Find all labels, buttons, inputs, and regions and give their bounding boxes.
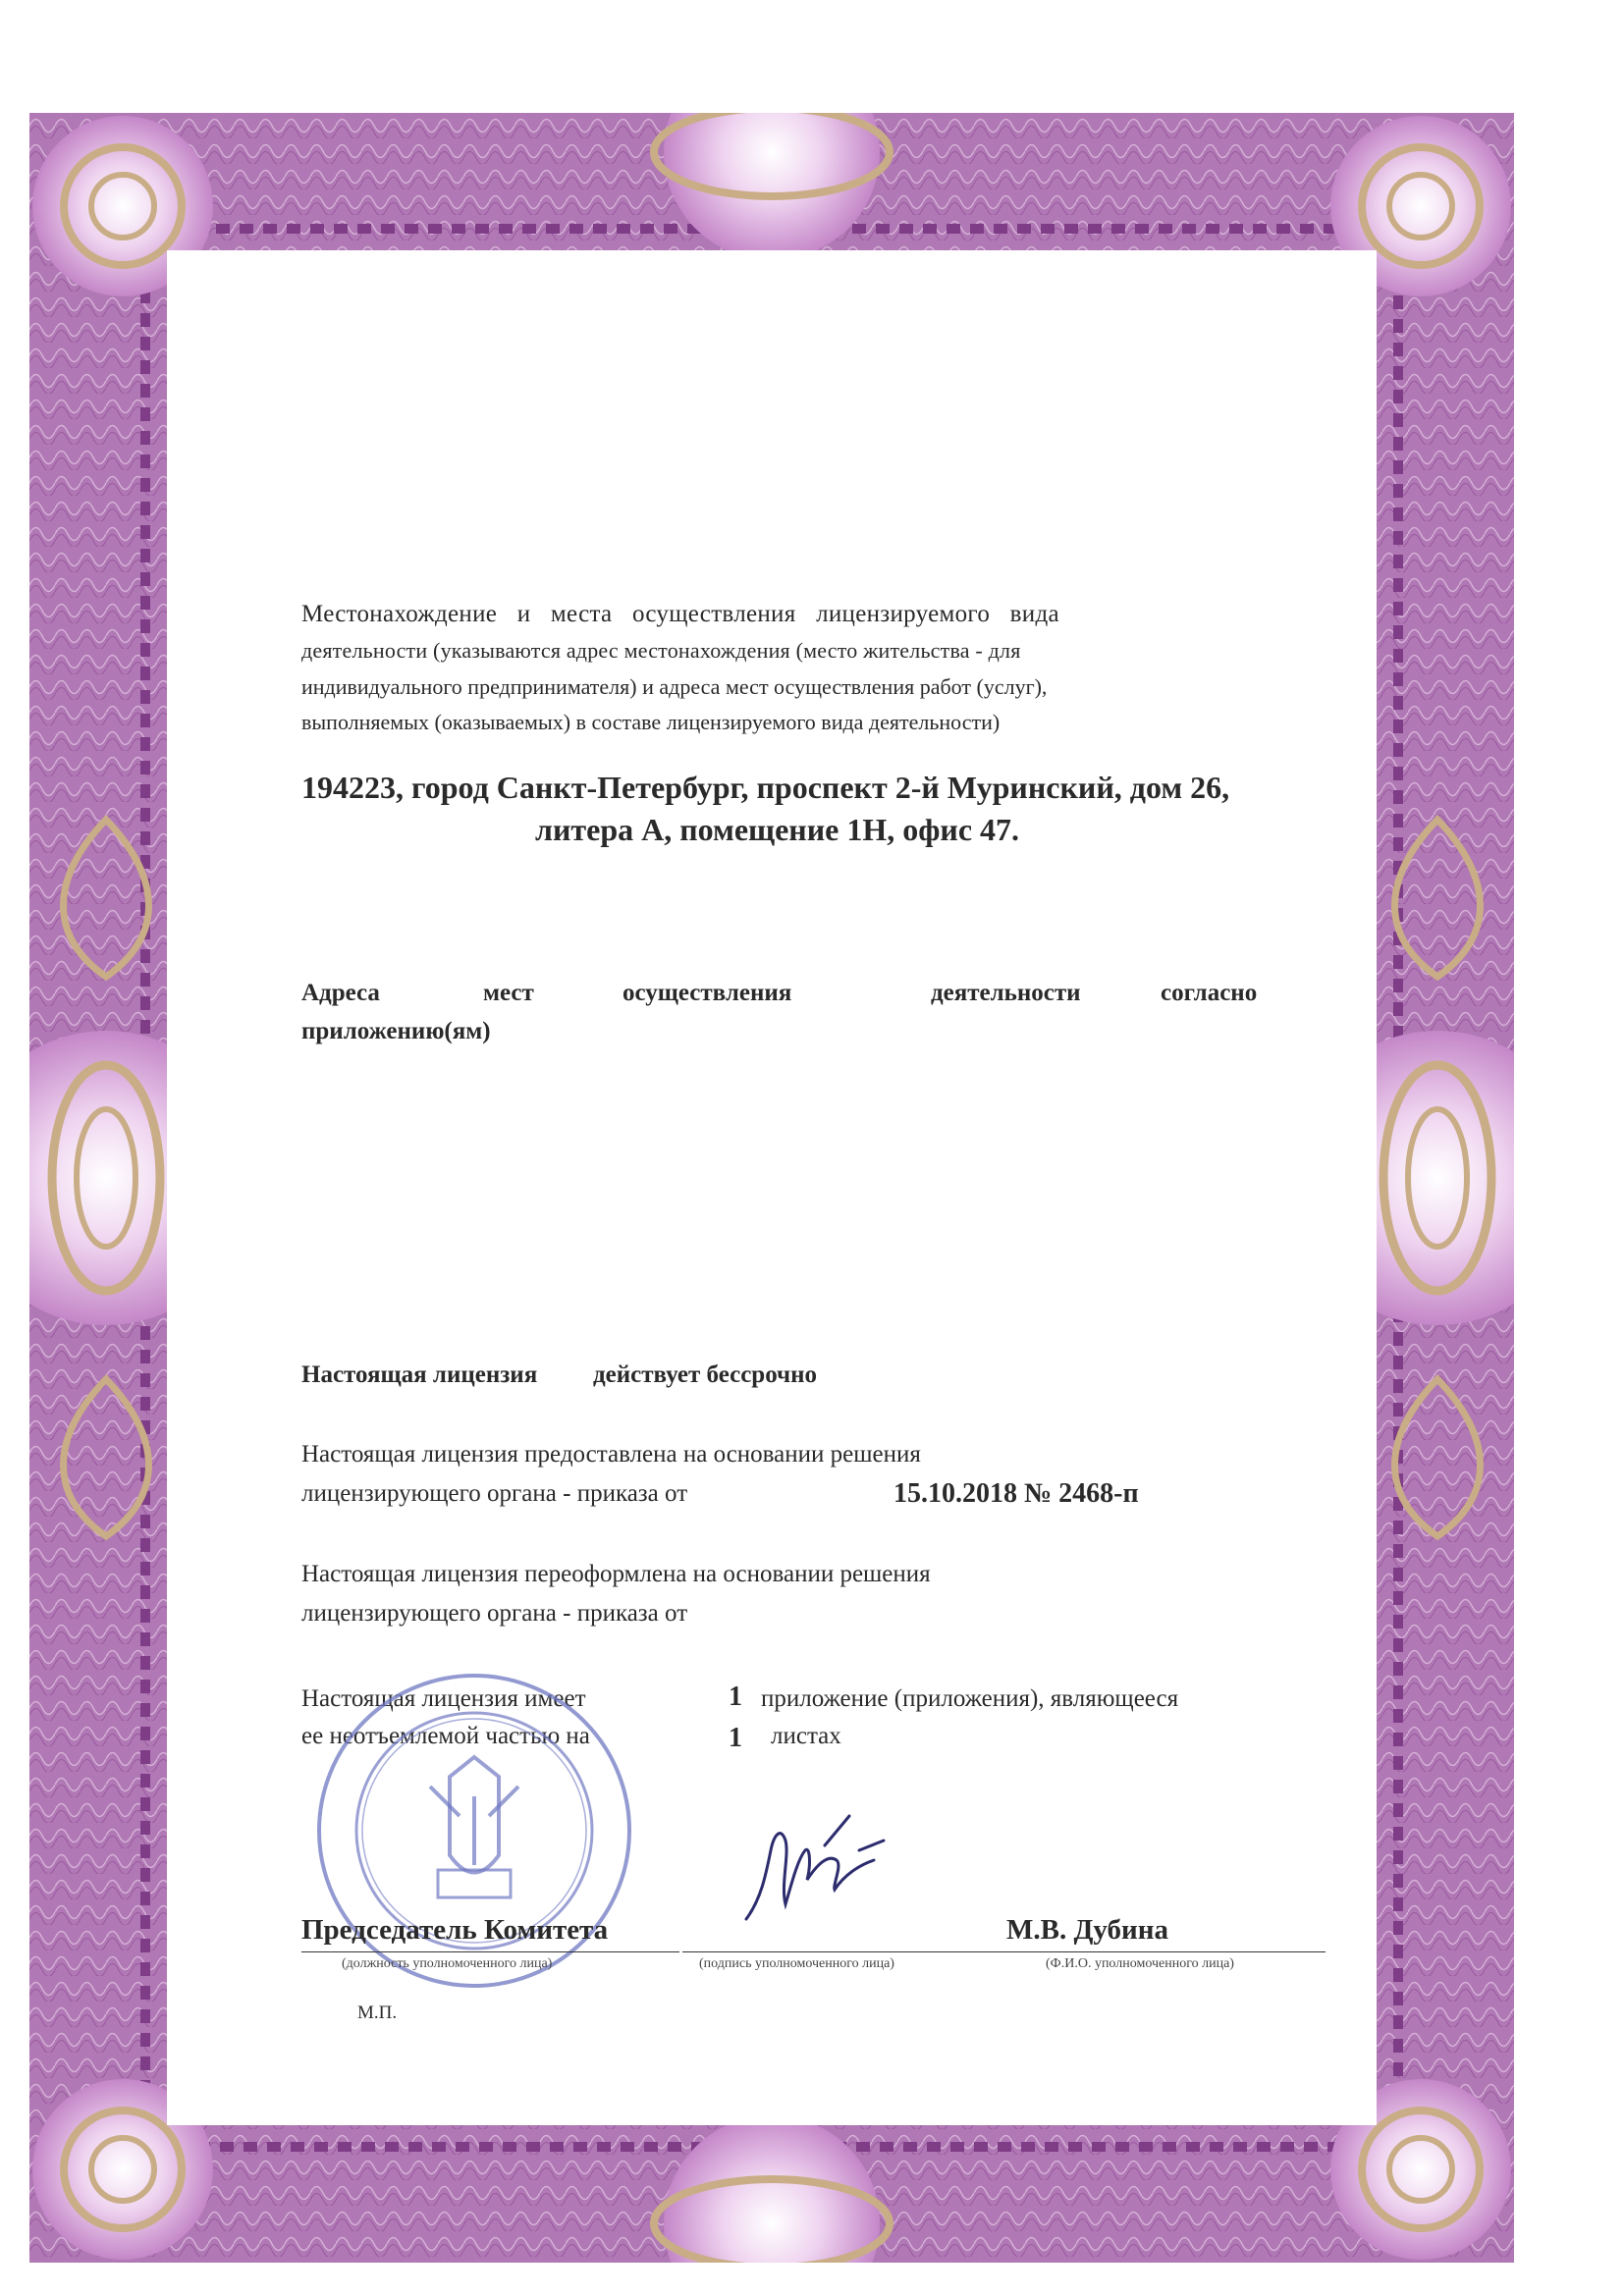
attachments-line-1-suffix: приложение (приложения), являющееся — [761, 1685, 1179, 1712]
granted-line-2: лицензирующего органа - приказа от — [301, 1480, 688, 1507]
location-heading-line-3: индивидуального предпринимателя) и адреса мест осуществления работ (услуг), — [301, 674, 1048, 699]
activity-addresses-word-5: согласно — [1161, 980, 1258, 1006]
validity-value: действует бессрочно — [593, 1362, 818, 1388]
location-heading-line-2: деятельности (указываются адрес местонахождения (место жительства - для — [301, 638, 1021, 663]
activity-addresses-word-4: деятельности — [931, 980, 1081, 1006]
attachments-line-2-suffix: листах — [771, 1723, 841, 1749]
activity-addresses-line-2: приложению(ям) — [301, 1018, 491, 1044]
location-heading-line-4: выполняемых (оказываемых) в составе лицензируемого вида деятельности) — [301, 710, 1001, 734]
signer-position: Председатель Комитета — [301, 1914, 609, 1946]
activity-addresses-word-2: мест — [483, 980, 534, 1006]
signature-icon — [727, 1806, 903, 1934]
address-line-1: 194223, город Санкт-Петербург, проспект 2-й Муринский, дом 26, — [301, 770, 1230, 805]
name-underline — [1001, 1951, 1326, 1952]
activity-addresses-word-3: осуществления — [623, 980, 792, 1006]
validity-label: Настоящая лицензия — [301, 1362, 538, 1388]
signer-name: М.В. Дубина — [1006, 1914, 1168, 1946]
reissued-line-1: Настоящая лицензия переоформлена на основании решения — [301, 1561, 931, 1587]
signature-caption: (подпись уполномоченного лица) — [699, 1956, 894, 1971]
attachments-line-1-prefix: Настоящая лицензия имеет — [301, 1685, 586, 1712]
sheet-count: 1 — [729, 1723, 742, 1753]
granted-order-number: 15.10.2018 № 2468-п — [893, 1478, 1139, 1509]
position-caption: (должность уполномоченного лица) — [342, 1956, 553, 1971]
decorative-frame — [29, 113, 1514, 2263]
granted-line-1: Настоящая лицензия предоставлена на основании решения — [301, 1441, 921, 1468]
activity-addresses-word-1: Адреса — [301, 980, 380, 1006]
reissued-line-2: лицензирующего органа - приказа от — [301, 1600, 688, 1627]
address-line-2: литера А, помещение 1Н, офис 47. — [535, 812, 1020, 847]
name-caption: (Ф.И.О. уполномоченного лица) — [1046, 1956, 1234, 1971]
seal-place-label: М.П. — [357, 2002, 398, 2023]
attachments-line-2-prefix: ее неотъемлемой частью на — [301, 1723, 590, 1749]
position-underline — [301, 1951, 679, 1952]
signature-underline — [682, 1951, 1006, 1952]
location-heading-line-1: Местонахождение и места осуществления лицензируемого вида — [301, 601, 1059, 627]
appendix-count: 1 — [729, 1682, 742, 1712]
